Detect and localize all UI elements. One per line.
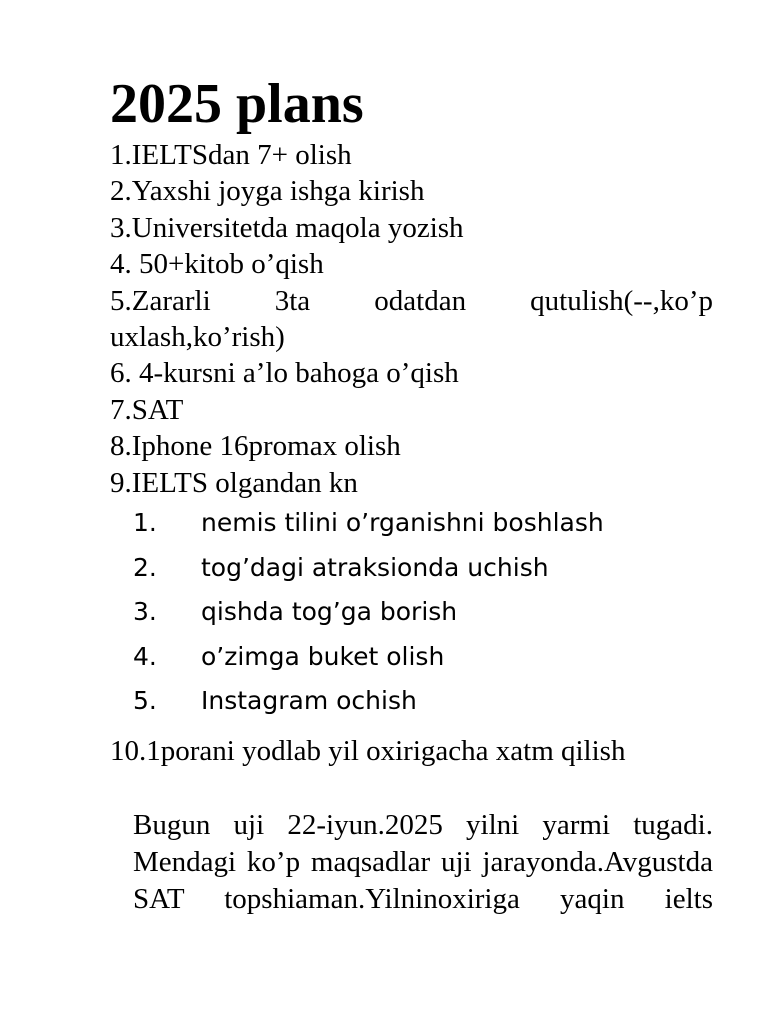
sub-plan-item — [133, 590, 693, 635]
plan-item: 2.Yaxshi joyga ishga kirish — [110, 175, 425, 208]
sub-plan-item — [133, 546, 693, 591]
body-paragraph: Bugun uji 22-iyun.2025 yilni yarmi tugadi. Mendagi ko’p maqsadlar uji jarayonda.Avgustda SAT topshiaman.Yilninoxiriga yaqin ielts — [133, 809, 713, 915]
plan-item: 6. 4-kursni a’lo bahoga o’qish — [110, 357, 459, 390]
sub-plan-number: 2. — [133, 552, 157, 582]
plan-item: 1.IELTSdan 7+ olish — [110, 139, 352, 171]
sub-plan-text: nemis tilini o’rganishni boshlash — [201, 508, 604, 537]
plan-item: 5.Zararli 3ta odatdan qutulish(--,ko’p uxlash,ko’rish) — [110, 284, 713, 354]
sub-plan-text: Instagram ochish — [201, 686, 417, 715]
sub-plan-item — [133, 501, 693, 546]
plan-item-10: 10.1porani yodlab yil oxirigacha xatm qilish — [110, 735, 626, 767]
plan-item: 4. 50+kitob o’qish — [110, 248, 324, 281]
sub-plan-number: 3. — [133, 597, 157, 626]
plan-item: 3.Universitetda maqola yozish — [110, 211, 464, 244]
sub-plan-item — [133, 635, 693, 680]
sub-plan-text: o’zimga buket olish — [201, 641, 445, 671]
sub-plan-number: 1. — [133, 508, 157, 537]
plan-item: 7.SAT — [110, 393, 184, 426]
document-title: 2025 plans — [110, 73, 364, 135]
sub-plan-item — [133, 679, 693, 724]
plan-item: 8.Iphone 16promax olish — [110, 430, 401, 463]
sub-plan-text: tog’dagi atraksionda uchish — [201, 552, 549, 582]
plans-list — [110, 137, 713, 501]
sub-plan-number: 4. — [133, 641, 157, 671]
sub-plans-list — [133, 501, 693, 724]
plan-item: 9.IELTS olgandan kn — [110, 466, 358, 499]
sub-plan-text: qishda tog’ga borish — [201, 597, 458, 626]
sub-plan-number: 5. — [133, 686, 157, 715]
